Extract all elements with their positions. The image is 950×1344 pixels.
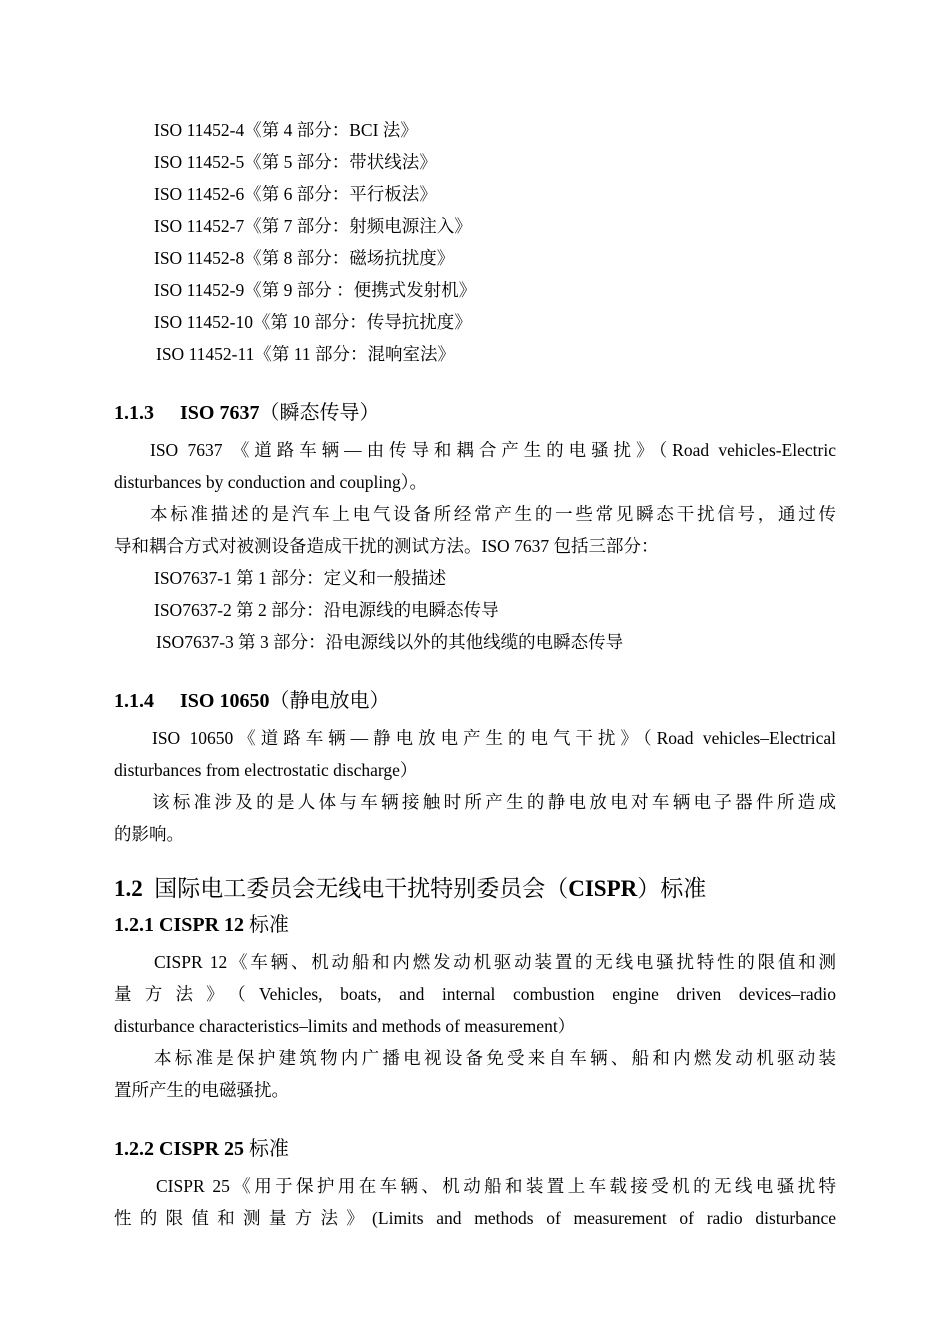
paragraph-line: 量方法》（Vehicles, boats, and internal combustion engine driven devices–radio	[114, 984, 836, 1004]
section-title-bold: ISO 10650	[180, 690, 270, 712]
paragraph-line: 性的限值和测量方法》(Limits and methods of measurement of radio disturbance	[114, 1208, 836, 1228]
iso11452-11-item: ISO 11452-11《第 11 部分：混响室法》	[156, 344, 455, 364]
section-title-bold: 1.2.1 CISPR 12	[114, 914, 245, 936]
section-number: 1.1.3	[114, 402, 154, 424]
section-title-bold: CISPR	[568, 876, 638, 901]
paragraph-line: ISO 10650《道路车辆—静电放电产生的电气干扰》（Road vehicles–Electrical	[152, 728, 836, 748]
paragraph-line: 置所产生的电磁骚扰。	[114, 1080, 289, 1100]
paragraph-line: 本标准是保护建筑物内广播电视设备免受来自车辆、船和内燃发动机驱动装	[154, 1048, 836, 1068]
section-title-bold: 1.2.2 CISPR 25	[114, 1138, 245, 1160]
iso7637-part-3-item: ISO7637-3 第 3 部分：沿电源线以外的其他线缆的电瞬态传导	[156, 632, 624, 652]
section-title-part-a: 国际电工委员会无线电干扰特别委员会（	[154, 876, 569, 901]
paragraph-line: 导和耦合方式对被测设备造成干扰的测试方法。ISO 7637 包括三部分：	[114, 536, 659, 556]
iso11452-6-item: ISO 11452-6《第 6 部分：平行板法》	[154, 184, 437, 204]
section-number: 1.1.4	[114, 690, 154, 712]
paragraph-line: disturbances from electrostatic discharge）	[114, 760, 418, 780]
section-title-rest: （瞬态传导）	[259, 402, 380, 424]
paragraph-line: disturbances by conduction and coupling）。	[114, 472, 427, 492]
paragraph-line: ISO 7637 《道路车辆—由传导和耦合产生的电骚扰》（Road vehicles-Electric	[150, 440, 836, 460]
iso11452-10-item: ISO 11452-10《第 10 部分：传导抗扰度》	[154, 312, 472, 332]
iso11452-7-item: ISO 11452-7《第 7 部分：射频电源注入》	[154, 216, 472, 236]
section-title-bold: ISO 7637	[180, 402, 260, 424]
paragraph-line: CISPR 12《车辆、机动船和内燃发动机驱动装置的无线电骚扰特性的限值和测	[154, 952, 836, 972]
section-heading-1-2-1	[114, 911, 289, 939]
section-heading-1-1-3	[114, 399, 379, 427]
paragraph-line: 的影响。	[114, 824, 184, 844]
section-number: 1.2	[114, 876, 143, 901]
section-title-rest: 标准	[244, 914, 290, 936]
section-heading-1-2	[114, 874, 706, 904]
paragraph-line: 本标准描述的是汽车上电气设备所经常产生的一些常见瞬态干扰信号，通过传	[150, 504, 836, 524]
paragraph-line: 该标准涉及的是人体与车辆接触时所产生的静电放电对车辆电子器件所造成	[152, 792, 836, 812]
section-title-rest: 标准	[244, 1138, 290, 1160]
paragraph-line: disturbance characteristics–limits and methods of measurement）	[114, 1016, 576, 1036]
section-title-part-b: ）标准	[637, 876, 707, 901]
iso11452-8-item: ISO 11452-8《第 8 部分：磁场抗扰度》	[154, 248, 455, 268]
iso11452-9-item: ISO 11452-9《第 9 部分 ：便携式发射机》	[154, 280, 477, 300]
iso7637-part-1-item: ISO7637-1 第 1 部分：定义和一般描述	[154, 568, 447, 588]
iso7637-part-2-item: ISO7637-2 第 2 部分：沿电源线的电瞬态传导	[154, 600, 499, 620]
paragraph-line: CISPR 25《用于保护用在车辆、机动船和装置上车载接受机的无线电骚扰特	[156, 1176, 836, 1196]
section-heading-1-2-2	[114, 1135, 289, 1163]
iso11452-4-item: ISO 11452-4《第 4 部分：BCI 法》	[154, 120, 418, 140]
section-heading-1-1-4	[114, 687, 389, 715]
section-title-rest: （静电放电）	[269, 690, 390, 712]
iso11452-5-item: ISO 11452-5《第 5 部分：带状线法》	[154, 152, 437, 172]
